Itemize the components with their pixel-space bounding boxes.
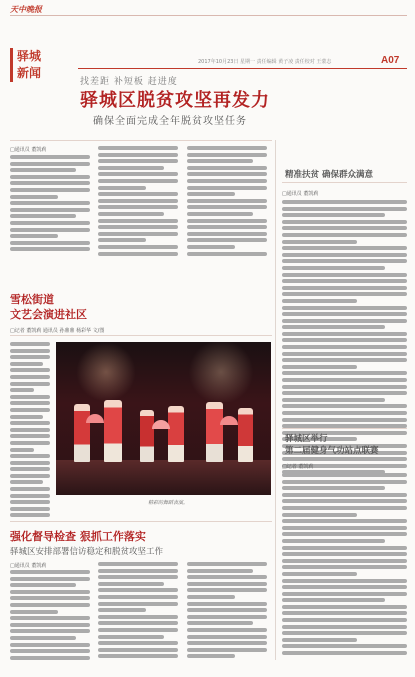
story3-subtitle: 驿城区安排部署信访稳定和脱贫攻坚工作 [10, 547, 164, 557]
story2-byline: □记者 董凯莉 通讯员 孙鼎鼎 杨彩华 文/图 [10, 328, 105, 334]
lead-kicker: 找差距 补短板 赶进度 [80, 77, 178, 87]
lead-subhead: 确保全面完成全年脱贫攻坚任务 [93, 116, 247, 127]
story3-byline: □通讯员 董凯莉 [10, 563, 47, 569]
dancer-figure [140, 410, 154, 462]
story2-title-line2: 文艺会演进社区 [10, 308, 87, 321]
dancer-figure [104, 400, 122, 462]
right2-byline: □记者 董凯莉 [282, 464, 314, 470]
dancer-figure [206, 402, 223, 462]
date-line: 2017年10月23日 星期一 责任编辑 黄子凌 责任校对 王蒙志 [198, 59, 332, 65]
story3-rule [10, 521, 272, 522]
photo-caption: 精彩的舞蹈表演。 [148, 500, 189, 506]
story2-text-column [10, 342, 50, 520]
section-badge [10, 48, 61, 82]
stage-floor [56, 460, 271, 495]
story3-column-1 [10, 570, 90, 662]
lead-byline: □通讯员 董凯莉 [10, 147, 47, 153]
stage-light [186, 342, 256, 402]
right2-title-line1: 驿城区举行 [285, 434, 328, 444]
header-rule [78, 68, 407, 69]
dancer-figure [238, 408, 253, 462]
stage-light [76, 342, 136, 402]
lead-column-2 [98, 146, 178, 258]
right2-body [282, 473, 407, 658]
lead-rule [10, 140, 272, 141]
fan-prop [86, 414, 104, 423]
right2-title-line2: 第二届健身气功站点联赛 [285, 446, 379, 456]
story3-column-2 [98, 562, 178, 661]
fan-prop [220, 416, 238, 425]
story3-title: 强化督导检查 狠抓工作落实 [10, 530, 146, 543]
masthead-logo: 天中晚报 [10, 4, 42, 14]
story3-column-3 [187, 562, 267, 661]
right1-title: 精准扶贫 确保群众满意 [285, 170, 373, 180]
right2-rule [282, 428, 407, 429]
page-number: A07 [381, 55, 400, 66]
story2-title-line1: 雪松街道 [10, 293, 54, 306]
right1-rule [282, 182, 407, 183]
section-line1: 驿城 [17, 49, 42, 63]
dance-photo [56, 342, 271, 495]
section-line2: 新闻 [17, 66, 42, 80]
dancer-figure [74, 404, 90, 462]
right1-byline: □通讯员 董凯莉 [282, 191, 319, 197]
lead-headline: 驿城区脱贫攻坚再发力 [80, 90, 270, 111]
story2-title [10, 292, 87, 322]
lead-column-3 [187, 146, 267, 258]
lead-column-1 [10, 155, 90, 254]
masthead-rule [10, 15, 407, 16]
dancer-figure [168, 406, 184, 462]
column-divider [275, 140, 276, 660]
right2-title [285, 433, 379, 457]
story2-rule [10, 335, 272, 336]
